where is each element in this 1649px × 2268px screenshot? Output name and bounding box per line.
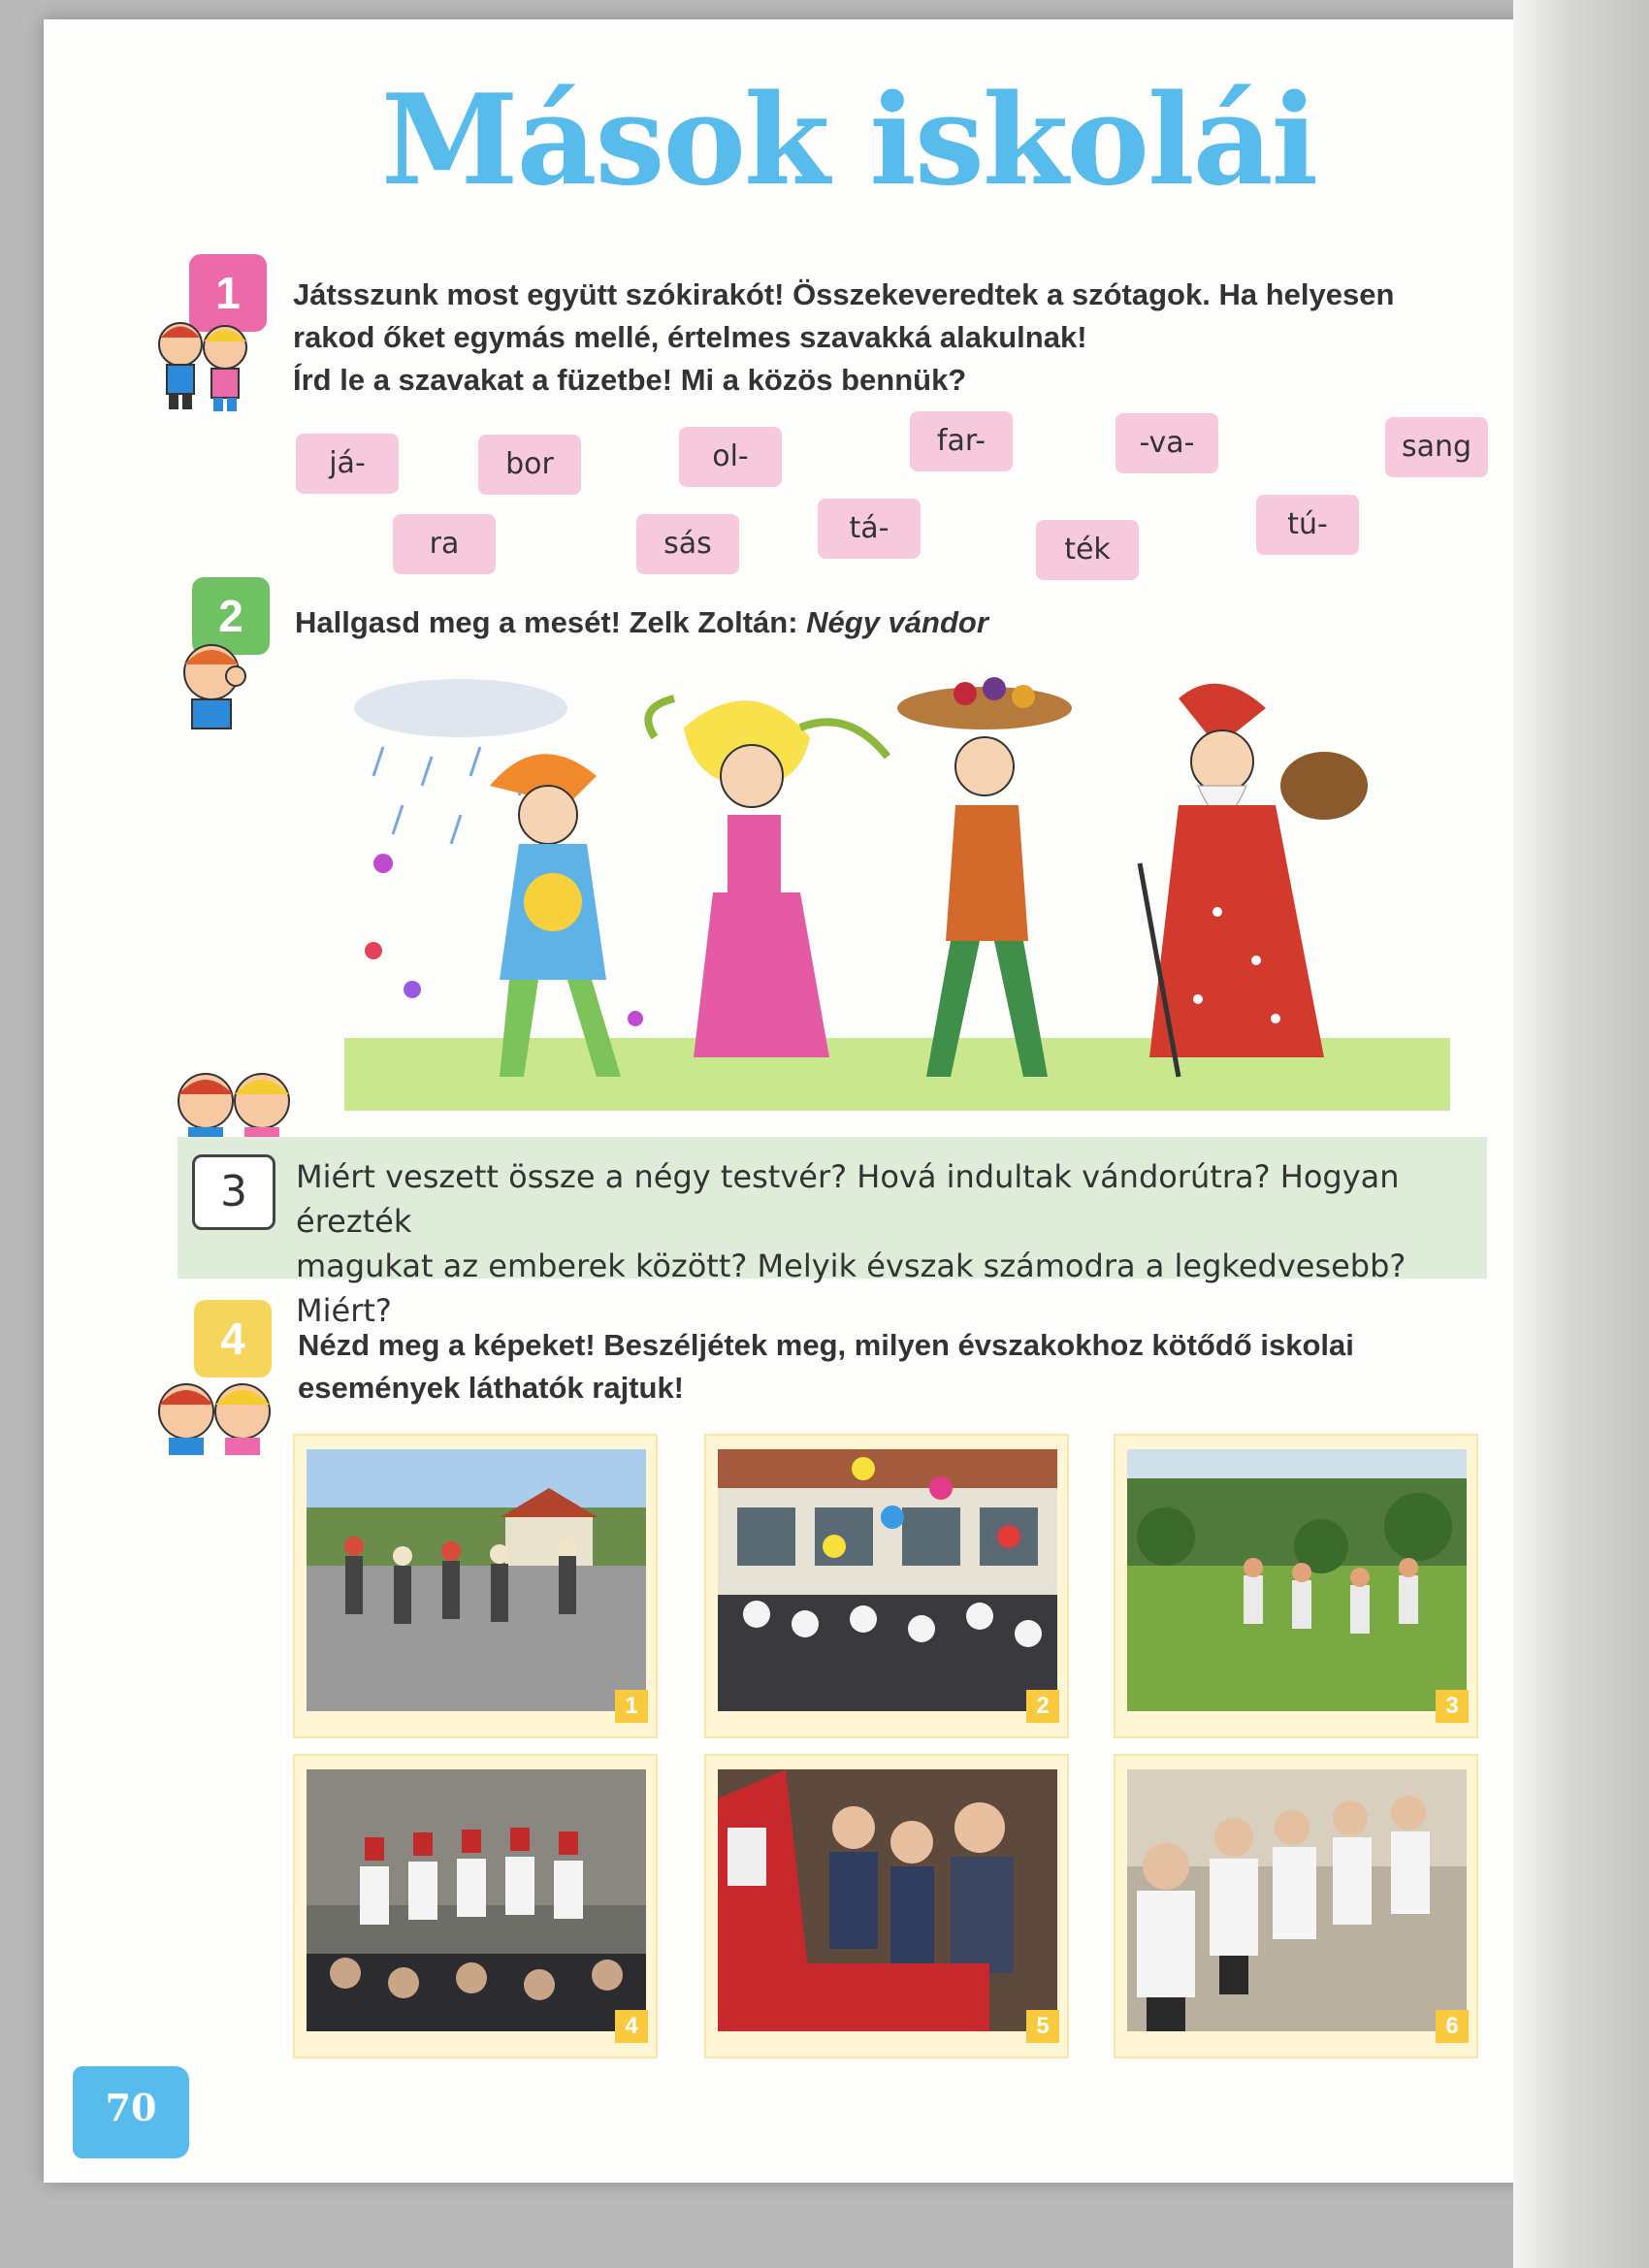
story-title: Négy vándor	[806, 605, 988, 639]
syllable-card: sang	[1385, 417, 1488, 477]
syllable-card: tú-	[1256, 495, 1359, 555]
photo-frame-1	[293, 1434, 658, 1738]
task-2-instructions	[295, 601, 1459, 644]
task-3-questions	[296, 1154, 1460, 1333]
photo-frame-5	[704, 1754, 1069, 2058]
task-3-line: magukat az emberek között? Melyik évszak számodra a legkedvesebb? Miért?	[296, 1247, 1406, 1329]
task-1-line: Játsszunk most együtt szókirakót! Összekeveredtek a szótagok. Ha helyesen	[293, 277, 1395, 311]
photo-frame-2	[704, 1434, 1069, 1738]
task-2-text: Hallgasd meg a mesét! Zelk Zoltán:	[295, 605, 807, 639]
task-1-line: rakod őket egymás mellé, értelmes szavakká alakulnak!	[293, 320, 1087, 354]
syllable-card: ol-	[679, 427, 782, 487]
children-festive-clothes-photo	[1127, 1769, 1467, 2031]
listening-child-icon	[163, 635, 260, 732]
task-2-number: 2	[192, 577, 270, 655]
syllable-card: já-	[296, 434, 399, 494]
task-4-line: Nézd meg a képeket! Beszéljétek meg, milyen évszakokhoz kötődő iskolai	[298, 1328, 1354, 1362]
syllable-card: ra	[393, 514, 496, 574]
syllable-card: sás	[636, 514, 739, 574]
santa-claus-visit-photo	[718, 1769, 1057, 2031]
book-spine	[1513, 0, 1649, 2268]
task-3-number: 3	[192, 1154, 275, 1230]
photo-number: 5	[1026, 2010, 1059, 2043]
photo-frame-4	[293, 1754, 658, 2058]
syllable-card: far-	[910, 411, 1013, 471]
children-dancing-outdoors-photo	[307, 1449, 646, 1711]
task-4-number: 4	[194, 1300, 272, 1377]
balloons-school-celebration-photo	[718, 1449, 1057, 1711]
school-trip-meadow-photo	[1127, 1449, 1467, 1711]
page-title: Mások iskolái	[380, 68, 1317, 213]
photo-number: 2	[1026, 1690, 1059, 1723]
two-kids-talking-icon	[144, 310, 260, 417]
photo-number: 3	[1436, 1690, 1469, 1723]
task-1-number: 1	[189, 254, 267, 332]
task-4-instructions	[298, 1324, 1491, 1409]
task-3-line: Miért veszett össze a négy testvér? Hová indultak vándorútra? Hogyan érezték	[296, 1158, 1400, 1240]
photo-number: 1	[615, 1690, 648, 1723]
photo-frame-6	[1114, 1754, 1478, 2058]
syllable-card: tá-	[818, 499, 921, 559]
syllable-card: bor	[478, 435, 581, 495]
photo-number: 4	[615, 2010, 648, 2043]
photo-frame-3	[1114, 1434, 1478, 1738]
page-number: 70	[105, 2086, 157, 2129]
syllable-card: ték	[1036, 520, 1139, 580]
hussar-hats-ceremony-photo	[307, 1769, 646, 2031]
task-1-line: Írd le a szavakat a füzetbe! Mi a közös bennük?	[293, 363, 967, 397]
two-kids-discussing-icon	[167, 1057, 303, 1145]
two-kids-discussing-icon	[147, 1368, 283, 1455]
four-seasons-illustration	[344, 669, 1450, 1111]
syllable-card: -va-	[1116, 413, 1218, 473]
task-4-line: események láthatók rajtuk!	[298, 1371, 685, 1405]
task-1-instructions	[293, 274, 1505, 402]
photo-number: 6	[1436, 2010, 1469, 2043]
